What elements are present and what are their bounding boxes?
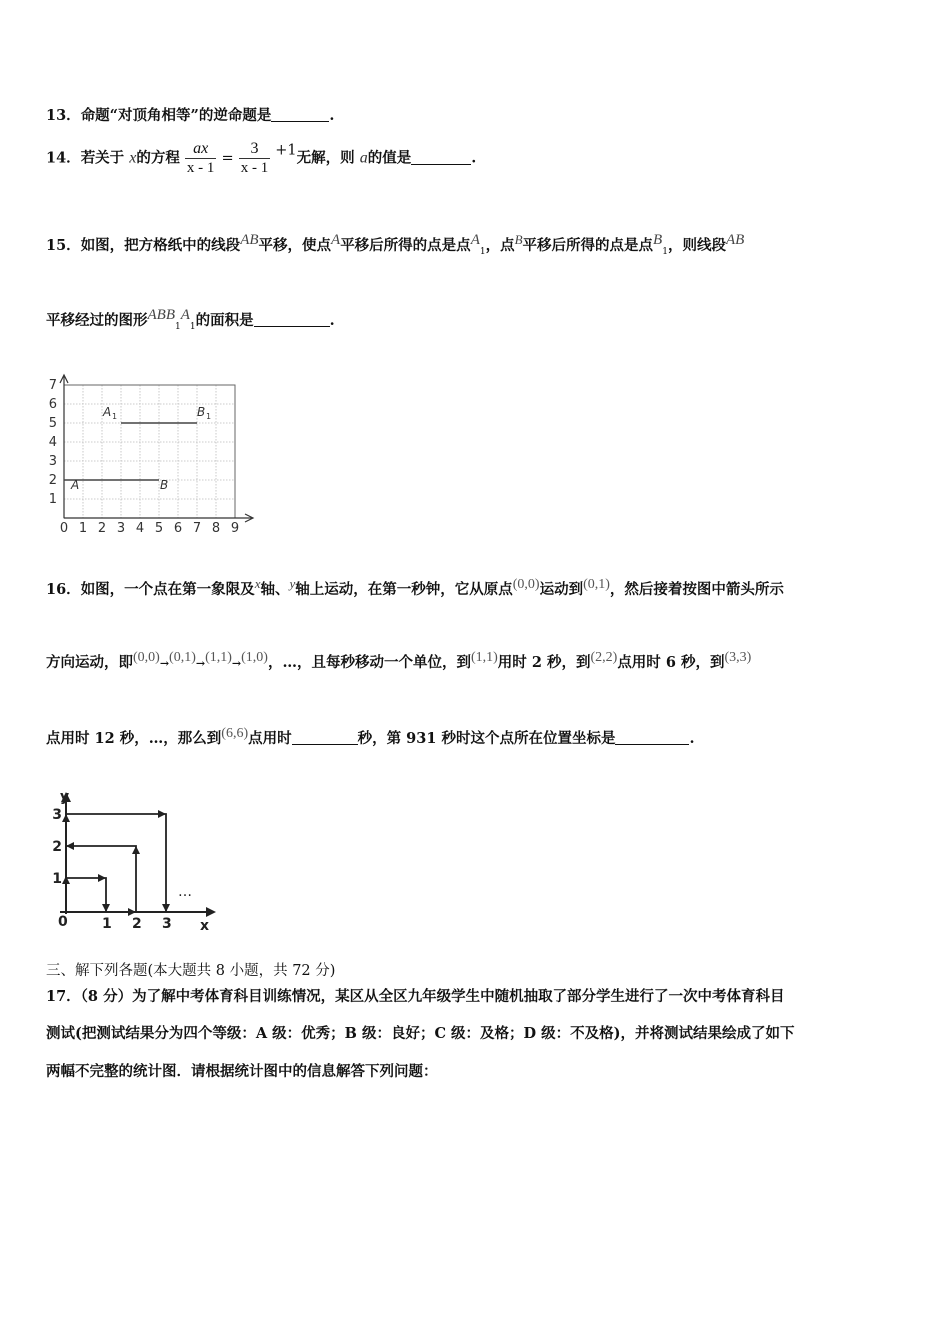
x-tick: 8 (211, 521, 221, 536)
label-b1-sub: 1 (206, 412, 212, 421)
y-tick: 4 (48, 435, 57, 450)
question-14: 14．若关于 x的方程 $\frac{ax}{x - 1}$ = $\frac{3}{x - 1}$ +1无解，则 a的值是 . (46, 140, 477, 176)
q15-number: 15． (46, 237, 81, 254)
section-3-title: 三、解下列各题(本大题共 8 小题，共 72 分) (46, 963, 336, 979)
question-17-line-2: 测试(把测试结果分为四个等级：A 级：优秀；B 级：良好；C 级：及格；D 级：不及格)，并将测试结果绘成了如下 (46, 1025, 795, 1042)
y-tick: 5 (48, 416, 57, 431)
q15-answer-blank[interactable] (254, 314, 330, 327)
x-tick: 3 (116, 521, 126, 536)
question-16-line-3: 点用时 12 秒，…，那么到(6,6)点用时 秒，第 931 秒时这个点所在位置坐标是 . (46, 726, 695, 747)
q14-var-a: a (359, 149, 368, 167)
question-17-line-1: 17．（8 分）为了解中考体育科目训练情况，某区从全区九年级学生中随机抽取了部分学生进行了一次中考体育科目 (46, 988, 785, 1005)
question-13: 13．命题“对顶角相等”的逆命题是 . (46, 107, 335, 124)
tick-y-2: 2 (52, 839, 62, 855)
tick-x-2: 2 (132, 916, 142, 932)
y-tick: 6 (48, 397, 57, 412)
x-tick: 4 (135, 521, 145, 536)
x-tick: 6 (173, 521, 183, 536)
tick-y-3: 3 (52, 807, 62, 823)
label-a1: A (103, 405, 112, 419)
label-a1-sub: 1 (112, 412, 118, 421)
x-label: x (200, 918, 210, 934)
x-tick: 7 (192, 521, 202, 536)
grid-lines (64, 385, 235, 518)
tick-x-3: 3 (162, 916, 172, 932)
y-tick: 3 (48, 454, 57, 469)
q14-fraction-1: $\frac{ax}{x - 1}$ (186, 140, 215, 176)
y-tick: 2 (48, 473, 57, 488)
question-15-line-2: 平移经过的图形$ABB_1A_1$的面积是 . (46, 307, 335, 332)
label-b1: B (197, 405, 206, 419)
question-17-line-3: 两幅不完整的统计图．请根据统计图中的信息解答下列问题： (46, 1063, 438, 1080)
path-step-1 (66, 878, 106, 912)
q16-blank-seconds[interactable] (292, 732, 358, 745)
label-a: A (71, 478, 80, 492)
tick-y-1: 1 (52, 871, 62, 887)
q14-fraction-2: $\frac{3}{x - 1}$ (240, 140, 269, 176)
q13-answer-blank[interactable] (271, 109, 329, 122)
question-16-line-1: 16．如图，一个点在第一象限及x轴、y轴上运动，在第一秒钟，它从原点(0,0)运动到(0,1)，然后接着按图中箭头所示 (46, 576, 784, 598)
y-tick: 1 (48, 492, 57, 507)
q14-answer-blank[interactable] (411, 152, 471, 165)
question-16-line-2: 方向运动，即(0,0)→(0,1)→(1,1)→(1,0)，…，且每秒移动一个单位，到(1,1)用时 2 秒，到(2,2)点用时 6 秒，到(3,3) (46, 650, 752, 671)
grid-figure (42, 368, 262, 538)
question-15-line-1: 15．如图，把方格纸中的线段AB平移，使点A平移后所得的点是点$A_1$，点B平移后所得的点是点$B_1$，则线段AB (46, 232, 745, 257)
x-tick: 2 (97, 521, 107, 536)
label-b: B (160, 478, 169, 492)
q13-text: 命题“对顶角相等”的逆命题是 (80, 107, 272, 124)
q16-blank-coordinate[interactable] (615, 732, 689, 745)
x-tick: 1 (78, 521, 88, 536)
y-label: y (60, 789, 70, 805)
q14-number: 14． (46, 149, 81, 167)
y-tick: 7 (48, 378, 57, 393)
x-tick: 5 (154, 521, 164, 536)
q14-var-x: x (129, 149, 137, 167)
x-tick: 9 (230, 521, 240, 536)
tick-x-1: 1 (102, 916, 112, 932)
path-step-2 (66, 814, 166, 912)
path-figure (50, 784, 220, 934)
origin: 0 (58, 914, 68, 930)
q13-number: 13． (46, 107, 81, 124)
x-tick: 0 (59, 521, 69, 536)
continuation-dots: … (178, 884, 192, 900)
q16-number: 16． (46, 581, 81, 598)
